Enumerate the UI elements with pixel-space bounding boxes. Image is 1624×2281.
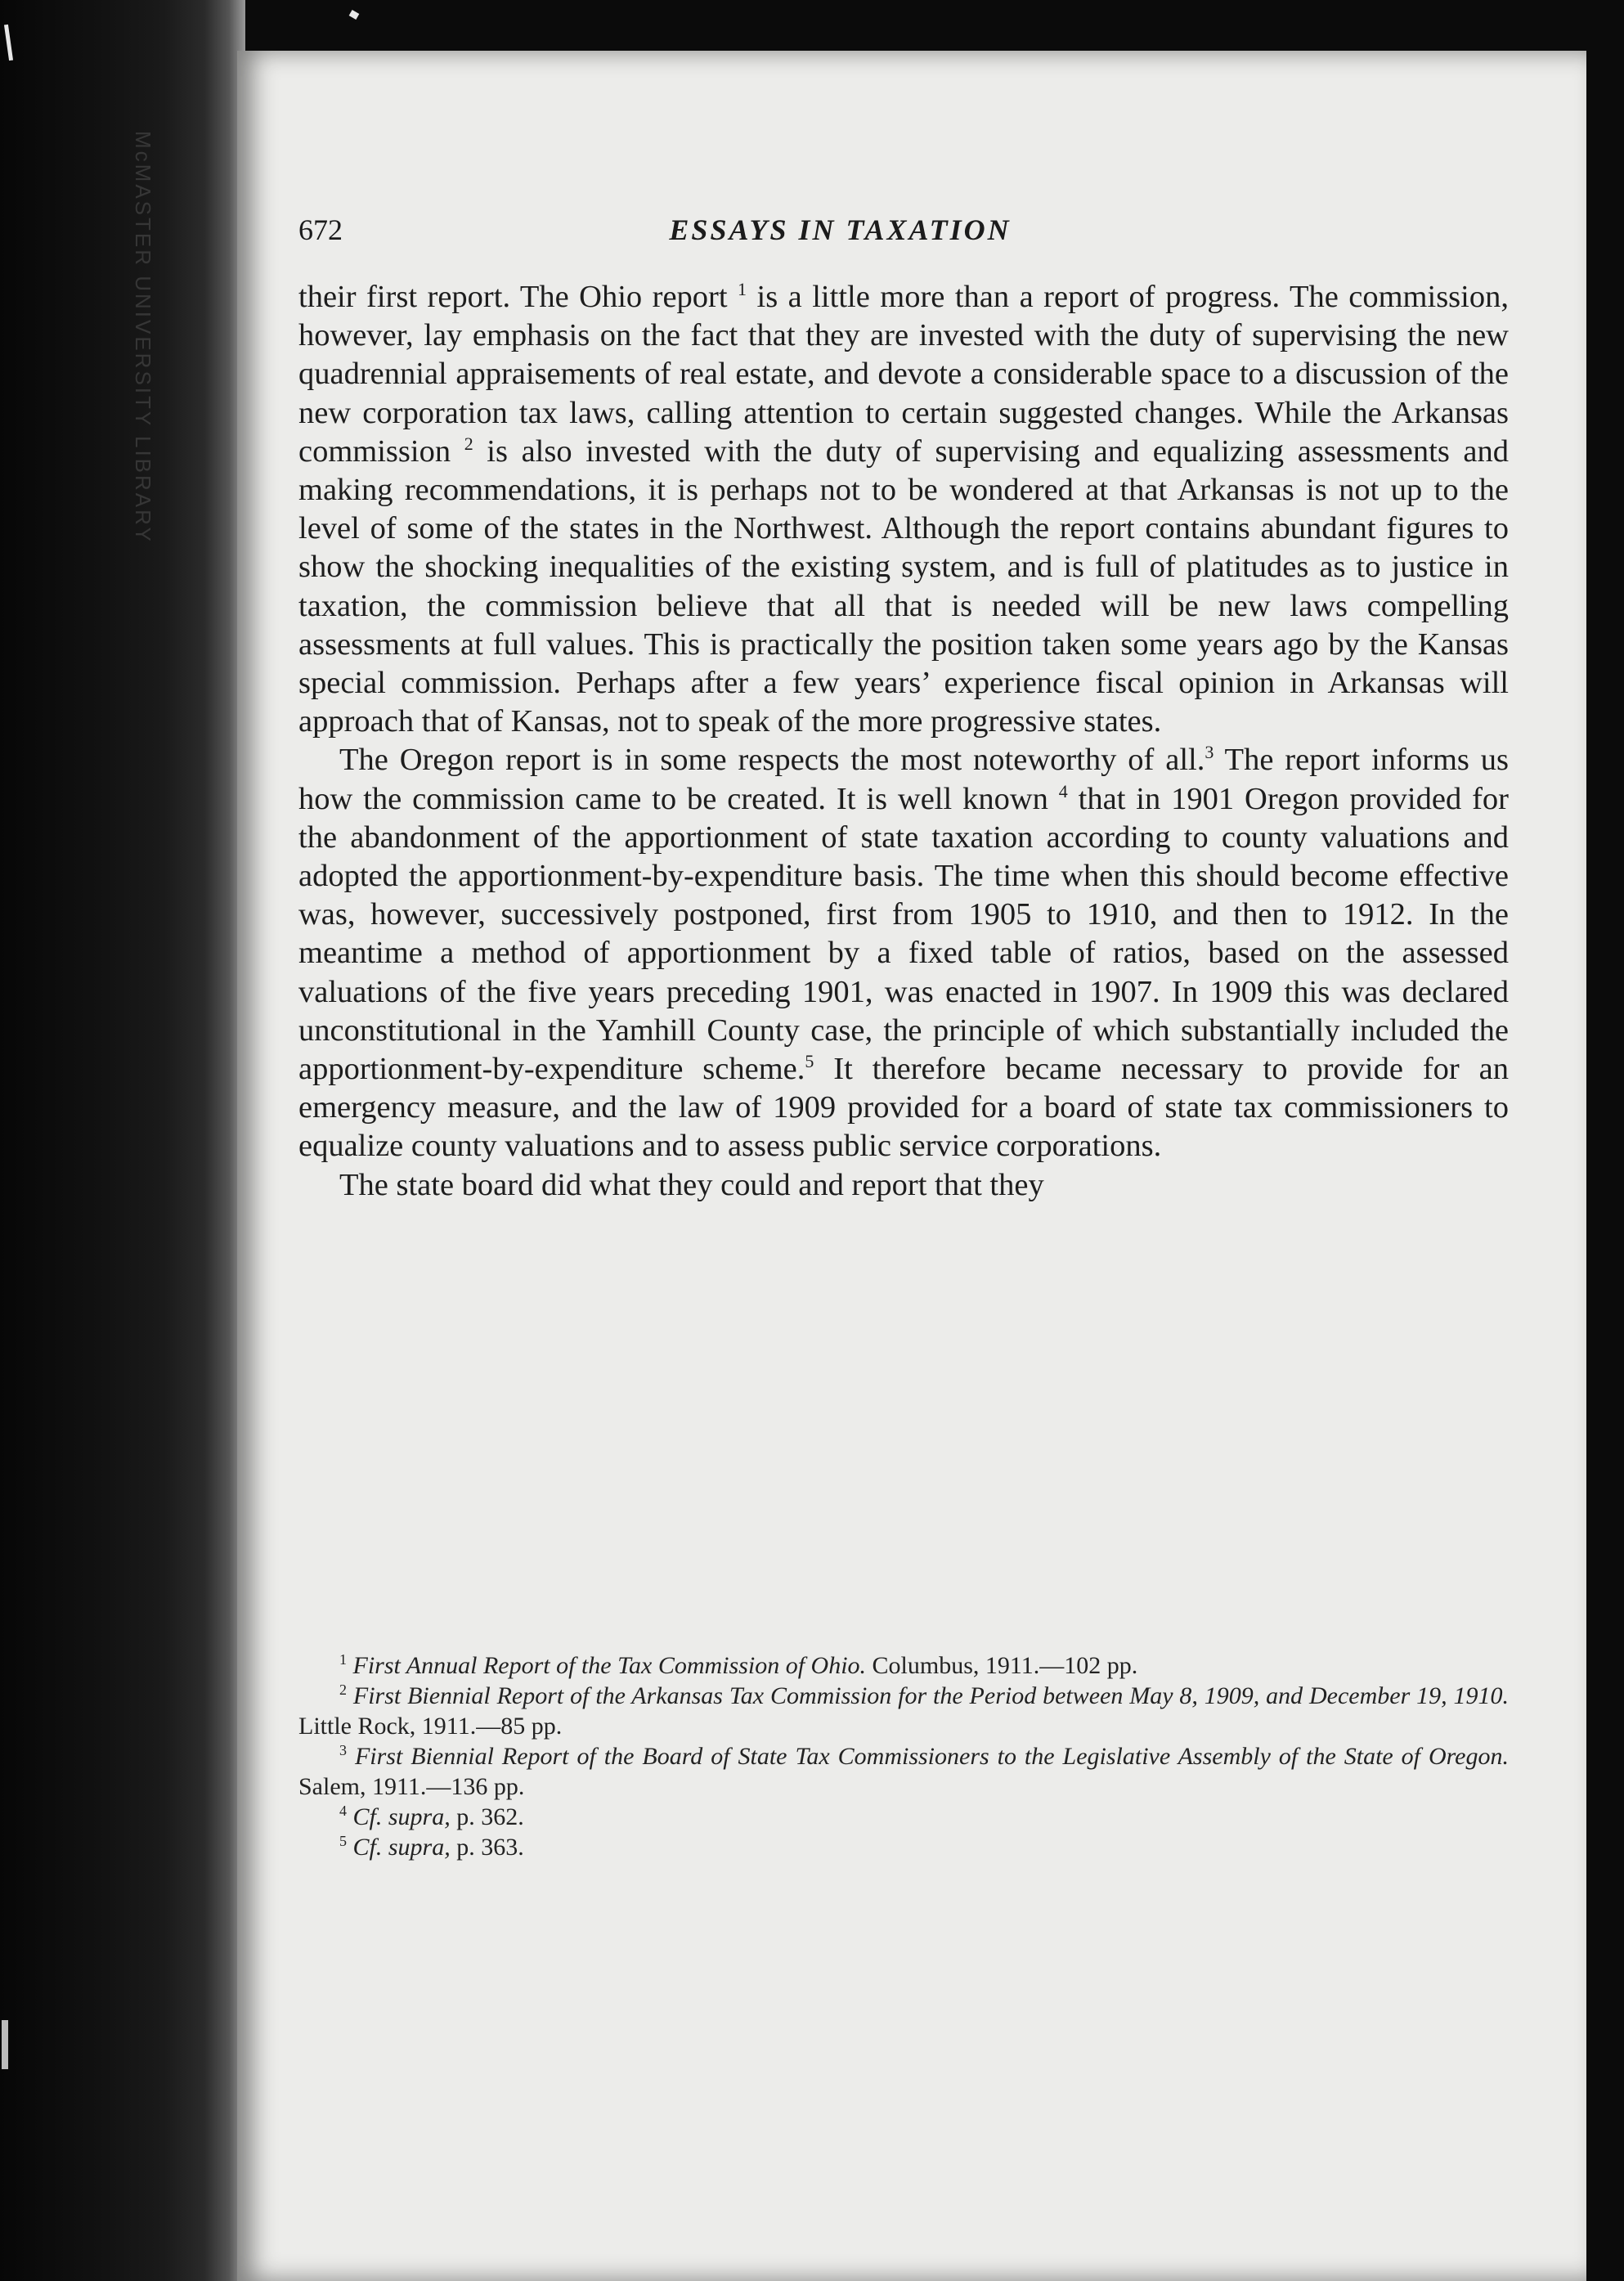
scan-right-edge — [1586, 0, 1624, 2281]
scan-speck-bottom-left — [2, 2020, 8, 2069]
page-number: 672 — [298, 213, 343, 246]
page-header — [298, 204, 1218, 254]
paragraph-2: The Oregon report is in some respects the most noteworthy of all.$^3$ The report informs us how the commission came to be created. It is well known $^4$ that in 1901 Oregon provided for the abandonment of the apportionment of state taxation according to county valuations and adopted the apportionment-by-expenditure basis. The time when this should become effective was, however, successively postponed, first from 1905 to 1910, and then to 1912. In the meantime a method of apportionment by a fixed table of ratios, based on the assessed valuations of the five years preceding 1901, was enacted in 1907. In 1909 this was declared unconstitutional in the Yamhill County case, the principle of which substantially included the apportionment-by-expenditure scheme.$^5$ It therefore became necessary to provide for an emergency measure, and the law of 1909 provided for a board of state tax commissioners to equalize county valuations and to assess public service corporations. — [298, 742, 1510, 1164]
body-text — [298, 278, 1509, 1205]
footnote-ref-1[interactable]: 1 — [738, 279, 747, 300]
running-title: ESSAYS IN TAXATION — [669, 213, 1012, 246]
footnote-3: $^3$ First Biennial Report of the Board of State Tax Commissioners to the Legislative Assembly of the State of Oregon. Salem, 1911.—136 pp. — [298, 1742, 1510, 1800]
footnote-ref-5[interactable]: 5 — [805, 1051, 814, 1072]
paragraph-3: The state board did what they could and report that they — [339, 1167, 1044, 1202]
footnotes — [298, 1650, 1509, 1862]
footnote-2: $^2$ First Biennial Report of the Arkansas Tax Commission for the Period between May 8, 1909, and December 19, 1910. Little Rock, 1911.—85 pp. — [298, 1682, 1510, 1740]
footnote-1: $^1$ First Annual Report of the Tax Commission of Ohio. Columbus, 1911.—102 pp. — [339, 1651, 1138, 1679]
footnote-4: $^4$ Cf. supra, p. 362. — [339, 1803, 524, 1830]
footnote-5: $^5$ Cf. supra, p. 363. — [339, 1833, 524, 1861]
scan-speck-top — [349, 10, 360, 20]
footnote-ref-3[interactable]: 3 — [1205, 742, 1214, 763]
footnote-ref-2[interactable]: 2 — [464, 433, 473, 454]
paragraph-1: their first report. The Ohio report $^1$ is a little more than a report of progress. The commission, however, lay emphasis on the fact that they are invested with the duty of supervising the new quadrennial appraisements of real estate, and devote a considerable space to a discussion of the new corporation tax laws, calling attention to certain suggested changes. While the Arkansas commission $^2$ is also invested with the duty of supervising and equalizing assessments and making recommendations, it is perhaps not to be wondered at that Arkansas is not up to the level of some of the states in the Northwest. Although the report contains abundant figures to show the shocking inequalities of the existing system, and is full of platitudes as to justice in taxation, the commission believe that all that is needed will be new laws compelling assessments at full values. This is practically the position taken some years ago by the Kansas special commission. Perhaps after a few years’ experience fiscal opinion in Arkansas will approach that of Kansas, not to speak of the more progressive states. — [298, 279, 1510, 739]
footnote-ref-4[interactable]: 4 — [1058, 780, 1068, 801]
library-margin-stamp: McMASTER UNIVERSITY LIBRARY — [131, 131, 155, 544]
